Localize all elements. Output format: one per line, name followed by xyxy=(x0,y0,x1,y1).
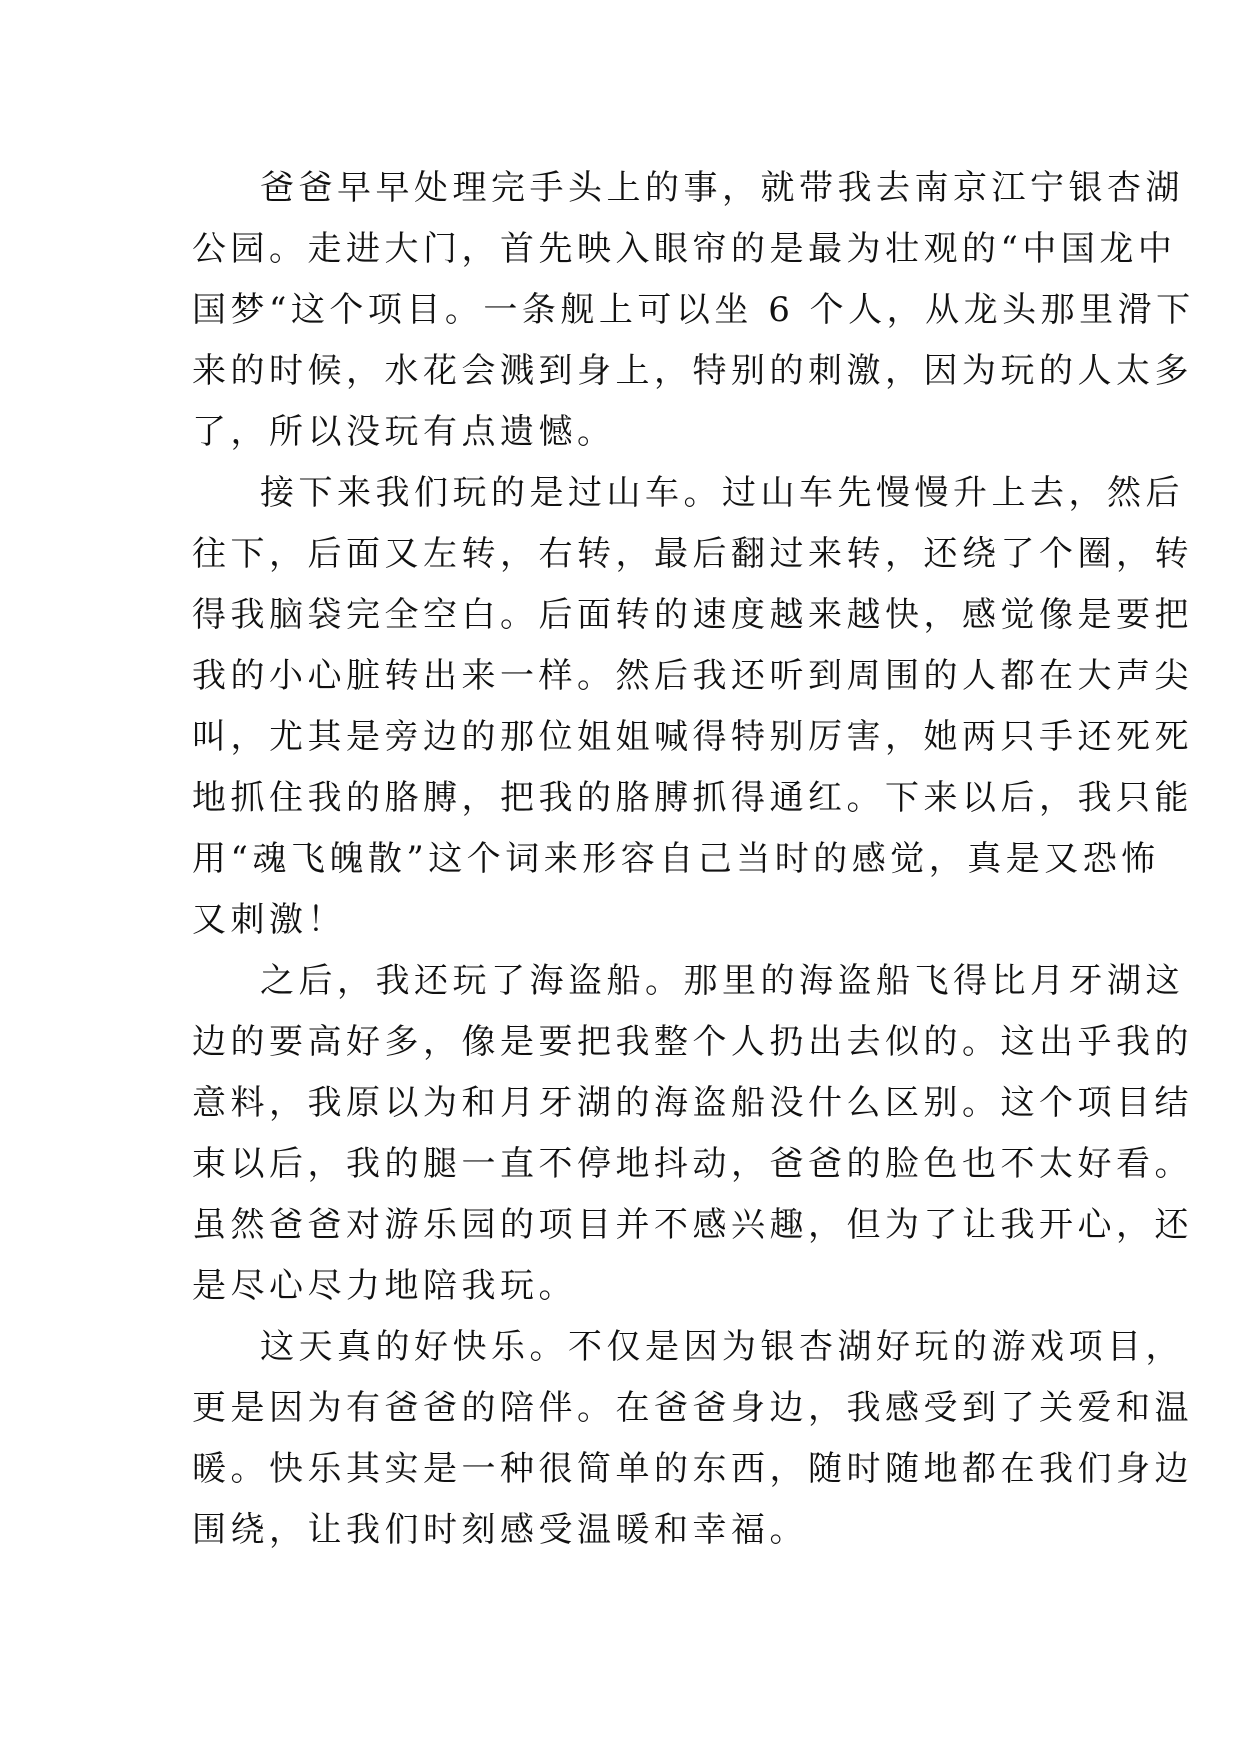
paragraph-line: 又刺激！ xyxy=(192,900,346,940)
paragraph-line: 叫，尤其是旁边的那位姐姐喊得特别厉害，她两只手还死死 xyxy=(192,717,1193,757)
paragraph-line: 虽然爸爸对游乐园的项目并不感兴趣，但为了让我开心，还 xyxy=(192,1205,1193,1245)
paragraph-line: 意料，我原以为和月牙湖的海盗船没什么区别。这个项目结 xyxy=(192,1083,1193,1123)
paragraph-line: 接下来我们玩的是过山车。过山车先慢慢升上去，然后 xyxy=(260,473,1184,513)
paragraph-4 xyxy=(192,1317,1193,1561)
paragraph-line: 暖。快乐其实是一种很简单的东西，随时随地都在我们身边 xyxy=(192,1449,1193,1489)
paragraph-2 xyxy=(192,463,1193,951)
paragraph-line: 束以后，我的腿一直不停地抖动，爸爸的脸色也不太好看。 xyxy=(192,1144,1193,1184)
paragraph-line: 爸爸早早处理完手头上的事，就带我去南京江宁银杏湖 xyxy=(260,168,1184,208)
paragraph-line: 地抓住我的胳膊，把我的胳膊抓得通红。下来以后，我只能 xyxy=(192,778,1193,818)
paragraph-3 xyxy=(192,951,1193,1317)
paragraph-line: 国梦“这个项目。一条舰上可以坐 6 个人，从龙头那里滑下 xyxy=(192,290,1195,330)
paragraph-1 xyxy=(192,158,1195,463)
paragraph-line: 往下，后面又左转，右转，最后翻过来转，还绕了个圈，转 xyxy=(192,534,1193,574)
paragraph-line: 了，所以没玩有点遗憾。 xyxy=(192,412,616,452)
paragraph-line: 这天真的好快乐。不仅是因为银杏湖好玩的游戏项目， xyxy=(260,1327,1184,1367)
paragraph-line: 公园。走进大门，首先映入眼帘的是最为壮观的“中国龙中 xyxy=(192,229,1177,269)
paragraph-line: 用“魂飞魄散”这个词来形容自己当时的感觉，真是又恐怖 xyxy=(192,839,1160,879)
paragraph-line: 来的时候，水花会溅到身上，特别的刺激，因为玩的人太多 xyxy=(192,351,1193,391)
paragraph-line: 更是因为有爸爸的陪伴。在爸爸身边，我感受到了关爱和温 xyxy=(192,1388,1193,1428)
paragraph-line: 之后，我还玩了海盗船。那里的海盗船飞得比月牙湖这 xyxy=(260,961,1184,1001)
paragraph-line: 边的要高好多，像是要把我整个人扔出去似的。这出乎我的 xyxy=(192,1022,1193,1062)
paragraph-line: 得我脑袋完全空白。后面转的速度越来越快，感觉像是要把 xyxy=(192,595,1193,635)
document-body xyxy=(192,158,1195,1561)
paragraph-line: 我的小心脏转出来一样。然后我还听到周围的人都在大声尖 xyxy=(192,656,1193,696)
paragraph-line: 围绕，让我们时刻感受温暖和幸福。 xyxy=(192,1510,808,1550)
paragraph-line: 是尽心尽力地陪我玩。 xyxy=(192,1266,577,1306)
